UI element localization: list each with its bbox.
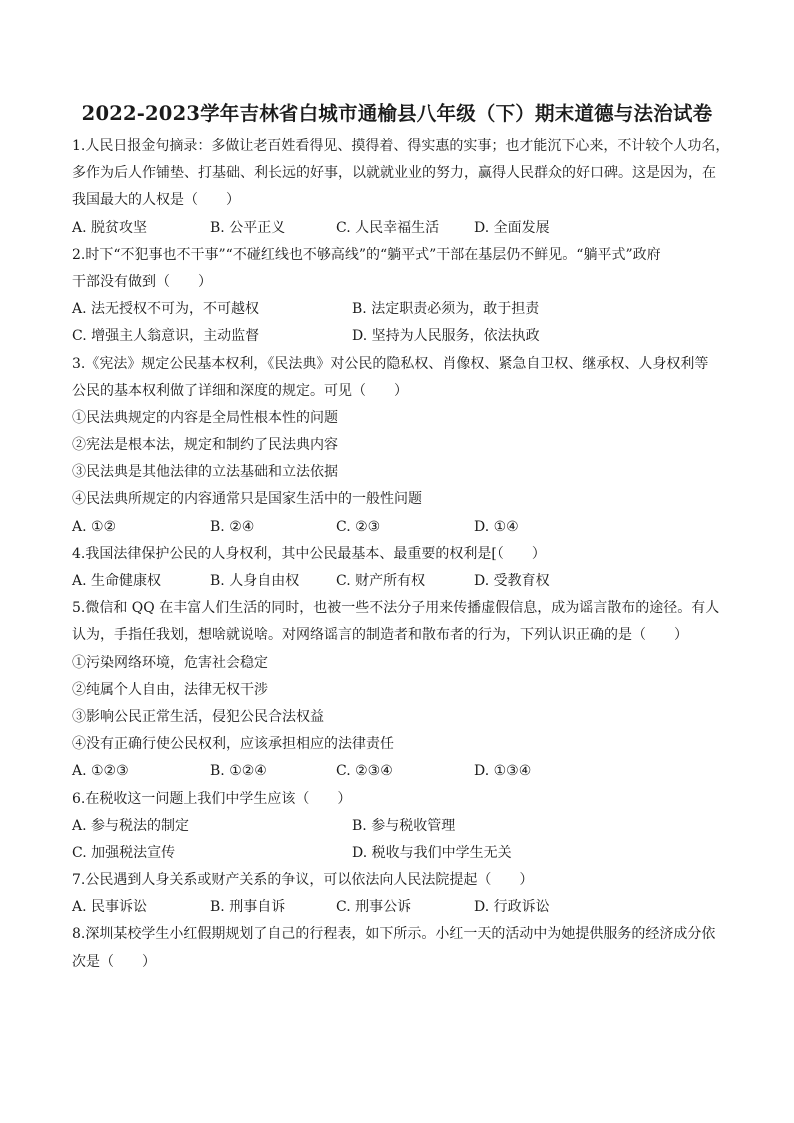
option-d[interactable]: D. 坚持为人民服务，依法执政 xyxy=(352,328,540,345)
question-text-line: 3.《宪法》规定公民基本权利，《民法典》对公民的隐私权、肖像权、紧急自卫权、继承权、人身权利等 xyxy=(72,355,709,372)
question-text-line: 次是（ ） xyxy=(72,953,156,970)
question-6 xyxy=(72,786,732,868)
option-d[interactable]: D. 全面发展 xyxy=(474,219,550,236)
statement-2: ②宪法是根本法，规定和制约了民法典内容 xyxy=(72,437,338,454)
question-text-line: 1.人民日报金句摘录：多做让老百姓看得见、摸得着、得实惠的实事；也才能沉下心来，不计较个人功名， xyxy=(72,138,730,154)
statement-1: ①民法典规定的内容是全局性根本性的问题 xyxy=(72,409,338,426)
option-d[interactable]: D. 行政诉讼 xyxy=(474,899,550,916)
option-a[interactable]: A. 民事诉讼 xyxy=(72,899,148,916)
option-b[interactable]: B. ②④ xyxy=(210,518,255,535)
statement-3: ③民法典是其他法律的立法基础和立法依据 xyxy=(72,464,338,481)
options-row xyxy=(72,840,732,867)
question-4 xyxy=(72,541,732,595)
option-b[interactable]: B. 法定职责必须为，敢于担责 xyxy=(352,301,540,318)
option-d[interactable]: D. 税收与我们中学生无关 xyxy=(352,844,512,861)
statement-4: ④民法典所规定的内容通常只是国家生活中的一般性问题 xyxy=(72,491,422,508)
question-text-line: 6.在税收这一问题上我们中学生应该（ ） xyxy=(72,790,352,807)
options-row xyxy=(72,758,732,785)
option-a[interactable]: A. 生命健康权 xyxy=(72,573,162,589)
question-text-line: 我国最大的人权是（ ） xyxy=(72,192,240,209)
statement-2: ②纯属个人自由，法律无权干涉 xyxy=(72,681,268,698)
question-8 xyxy=(72,921,732,975)
question-text-line: 2.时下“不犯事也不干事”“不碰红线也不够高线”的“躺平式”干部在基层仍不鲜见。“躺平式”政府 xyxy=(72,246,661,263)
question-7 xyxy=(72,867,732,921)
options-row xyxy=(72,514,732,541)
option-a[interactable]: A. ①② xyxy=(72,518,117,535)
question-5 xyxy=(72,595,732,785)
question-3 xyxy=(72,351,732,541)
options-row xyxy=(72,215,732,242)
option-b[interactable]: B. ①②④ xyxy=(210,763,267,780)
statement-1: ①污染网络环境，危害社会稳定 xyxy=(72,654,268,671)
question-list xyxy=(72,133,732,976)
options-row xyxy=(72,894,732,921)
option-a[interactable]: A. 法无授权不可为，不可越权 xyxy=(72,301,260,318)
option-c[interactable]: C. 增强主人翁意识，主动监督 xyxy=(72,328,260,345)
options-row xyxy=(72,296,732,323)
question-text-line: 7.公民遇到人身关系或财产关系的争议，可以依法向人民法院提起（ ） xyxy=(72,872,534,889)
option-b[interactable]: B. 人身自由权 xyxy=(210,573,300,589)
option-c[interactable]: C. 刑事公诉 xyxy=(336,899,412,916)
question-text-line: 5.微信和 QQ 在丰富人们生活的同时，也被一些不法分子用来传播虚假信息，成为谣言散布的途径。有人 xyxy=(72,600,720,617)
question-1 xyxy=(72,133,732,242)
option-d[interactable]: D. ①③④ xyxy=(474,763,532,780)
option-c[interactable]: C. ②③④ xyxy=(336,763,393,780)
options-row xyxy=(72,323,732,350)
option-c[interactable]: C. ②③ xyxy=(336,518,381,535)
question-2 xyxy=(72,242,732,351)
statement-4: ④没有正确行使公民权利，应该承担相应的法律责任 xyxy=(72,736,394,753)
option-c[interactable]: C. 财产所有权 xyxy=(336,573,426,589)
page-title: 2022-2023学年吉林省白城市通榆县八年级（下）期末道德与法治试卷 xyxy=(81,102,713,125)
option-a[interactable]: A. 脱贫攻坚 xyxy=(72,219,148,236)
question-text-line: 认为，手指任我划，想啥就说啥。对网络谣言的制造者和散布者的行为，下列认识正确的是（ ） xyxy=(72,627,688,644)
option-b[interactable]: B. 参与税收管理 xyxy=(352,817,456,834)
option-c[interactable]: C. 加强税法宣传 xyxy=(72,844,176,861)
option-d[interactable]: D. 受教育权 xyxy=(474,573,550,589)
question-text-line: 8.深圳某校学生小红假期规划了自己的行程表，如下所示。小红一天的活动中为她提供服务的经济成分依 xyxy=(72,926,716,943)
question-text-line: 干部没有做到（ ） xyxy=(72,273,212,290)
option-b[interactable]: B. 刑事自诉 xyxy=(210,899,286,916)
options-row xyxy=(72,568,732,595)
question-text-line: 多作为后人作铺垫、打基础、利长远的好事，以就就业业的努力，赢得人民群众的好口碑。这是因为，在 xyxy=(72,165,716,182)
option-a[interactable]: A. ①②③ xyxy=(72,763,129,780)
option-d[interactable]: D. ①④ xyxy=(474,518,519,535)
option-b[interactable]: B. 公平正义 xyxy=(210,219,286,236)
statement-3: ③影响公民正常生活，侵犯公民合法权益 xyxy=(72,708,324,725)
option-c[interactable]: C. 人民幸福生活 xyxy=(336,219,440,236)
options-row xyxy=(72,813,732,840)
option-a[interactable]: A. 参与税法的制定 xyxy=(72,817,190,834)
question-text-line: 4.我国法律保护公民的人身权利，其中公民最基本、最重要的权利是[（ ） xyxy=(72,545,546,562)
question-text-line: 公民的基本权利做了详细和深度的规定。可见（ ） xyxy=(72,382,408,399)
